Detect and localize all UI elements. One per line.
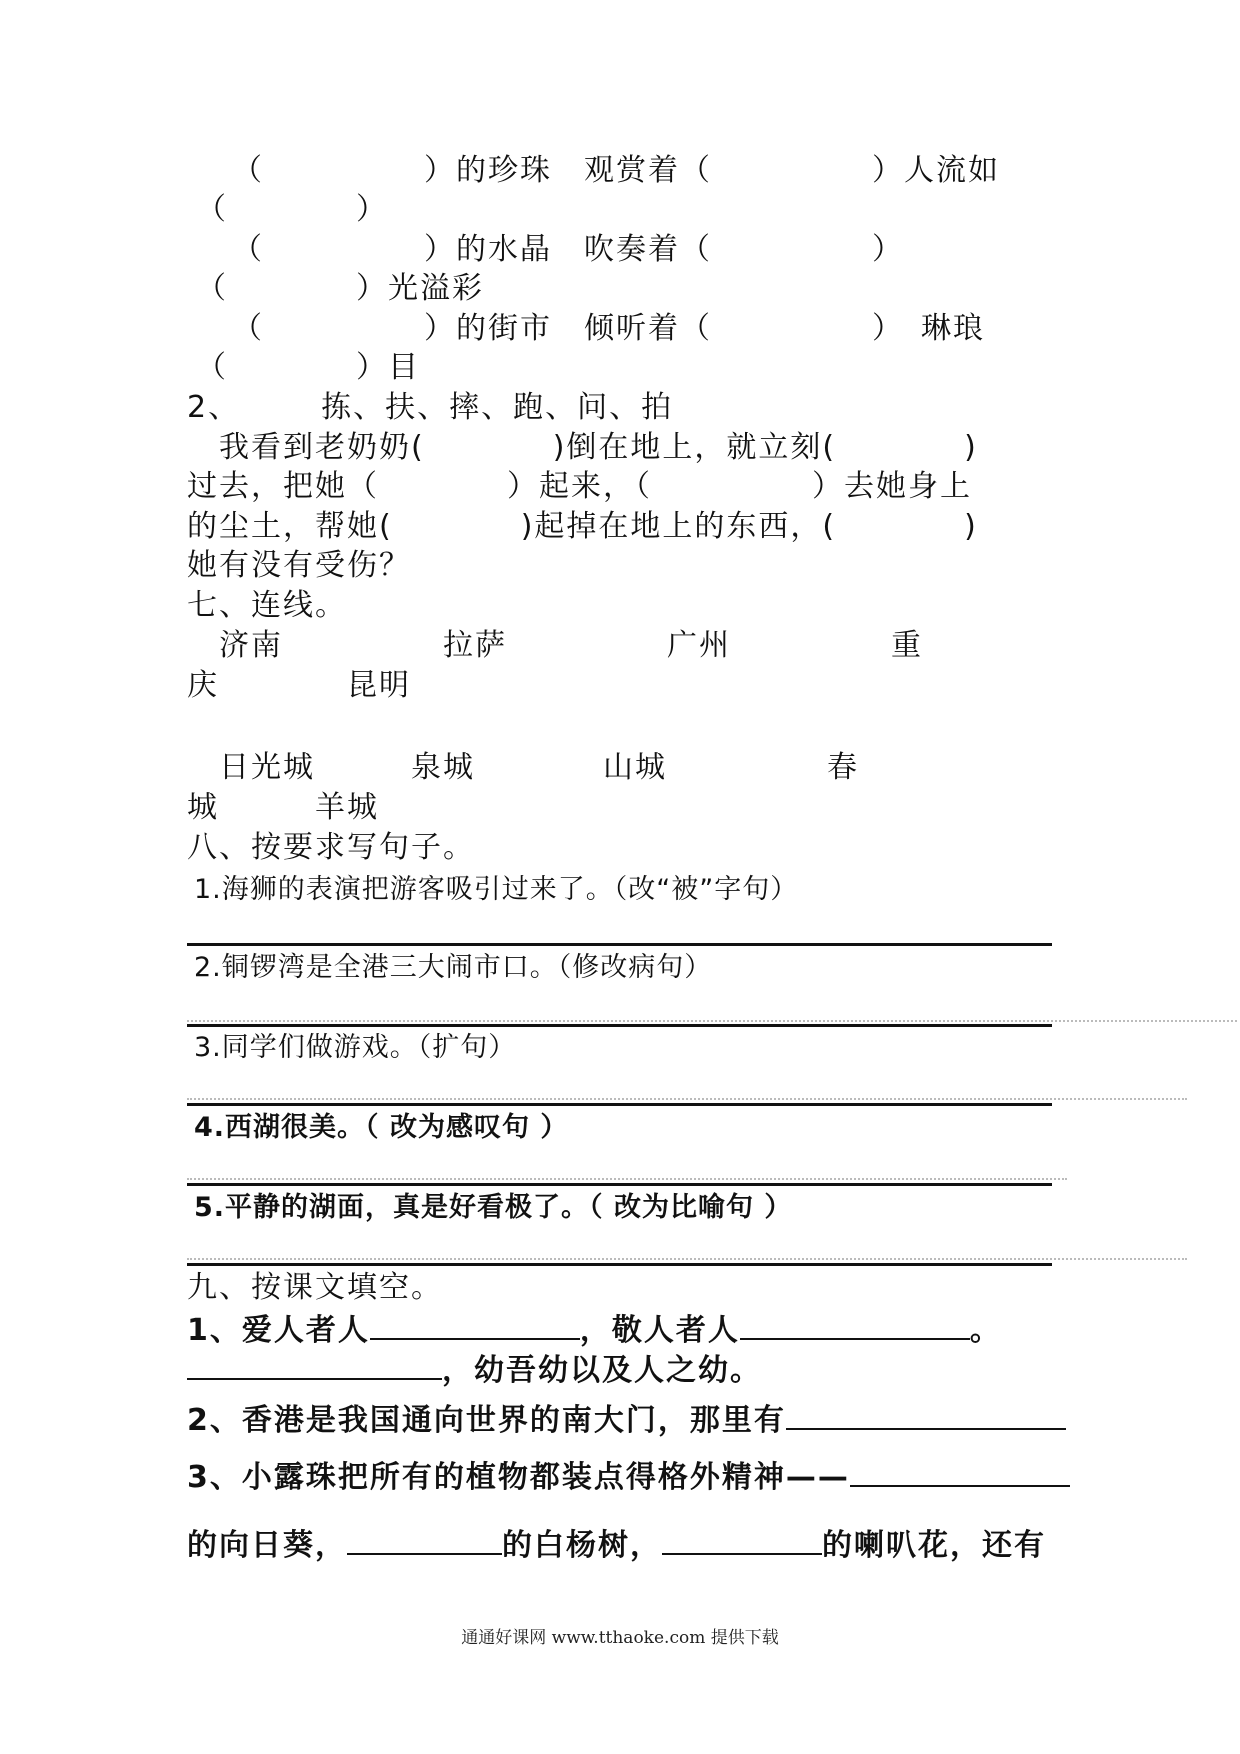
rewrite-item-4: 4.西湖很美。（ 改为感叹句 ）: [194, 1112, 569, 1143]
section-7-title: 七、连线。: [187, 588, 347, 623]
recite-line-5: 的向日葵， 的白杨树， 的喇叭花，还有: [187, 1525, 1046, 1564]
rewrite-item-5: 5.平静的湖面，真是好看极了。（ 改为比喻句 ）: [194, 1192, 793, 1223]
answer-line: [187, 1020, 1237, 1022]
nickname-row-cont: 城 羊城: [187, 790, 379, 825]
city-row-cont: 庆 昆明: [187, 668, 411, 703]
answer-line: [187, 1103, 1052, 1106]
answer-line: [187, 1183, 1052, 1186]
fill-line-2: （ ）: [196, 192, 388, 227]
rewrite-item-3: 3.同学们做游戏。（扩句）: [194, 1032, 517, 1063]
q2-text-line: 过去，把她（ ）起来，（ ）去她身上: [187, 469, 972, 504]
answer-line: [187, 1258, 1187, 1260]
answer-line: [187, 1098, 1187, 1100]
section-9-title: 九、按课文填空。: [187, 1270, 443, 1305]
city-row: 济南 拉萨 广州 重: [187, 628, 923, 663]
recite-line-2: ，幼吾幼以及人之幼。: [187, 1350, 762, 1389]
answer-line: [187, 1178, 1067, 1180]
nickname-row: 日光城 泉城 山城 春: [187, 750, 859, 785]
rewrite-item-1: 1.海狮的表演把游客吸引过来了。（改“被”字句）: [194, 874, 799, 905]
section-8-title: 八、按要求写句子。: [187, 830, 475, 865]
q2-text-line: 她有没有受伤？: [187, 548, 411, 583]
answer-line: [187, 1263, 1052, 1266]
q2-word-bank: 2、 拣、扶、摔、跑、问、拍: [187, 390, 674, 425]
q2-text-line: 的尘土，帮她( )起掉在地上的东西，( ): [187, 509, 978, 544]
q2-text-line: 我看到老奶奶( )倒在地上，就立刻( ): [187, 430, 978, 465]
fill-line-4: （ ）光溢彩: [196, 271, 484, 306]
recite-line-1: 1、爱人者人 ，敬人者人 。: [187, 1310, 1002, 1349]
rewrite-item-2: 2.铜锣湾是全港三大闹市口。（修改病句）: [194, 952, 713, 983]
footer-credit: 通通好课网 www.tthaoke.com 提供下载: [461, 1628, 779, 1648]
fill-line-5: （ ）的街市 倾听着（ ） 琳琅: [232, 311, 985, 346]
recite-line-3: 2、香港是我国通向世界的南大门，那里有: [187, 1400, 1066, 1439]
fill-line-3: （ ）的水晶 吹奏着（ ）: [232, 232, 904, 267]
fill-line-6: （ ）目: [196, 350, 420, 385]
recite-line-4: 3、小露珠把所有的植物都装点得格外精神——: [187, 1457, 1070, 1496]
answer-line: [187, 1024, 1052, 1027]
answer-line: [187, 943, 1052, 946]
fill-line-1: （ ）的珍珠 观赏着（ ）人流如: [232, 153, 1000, 188]
